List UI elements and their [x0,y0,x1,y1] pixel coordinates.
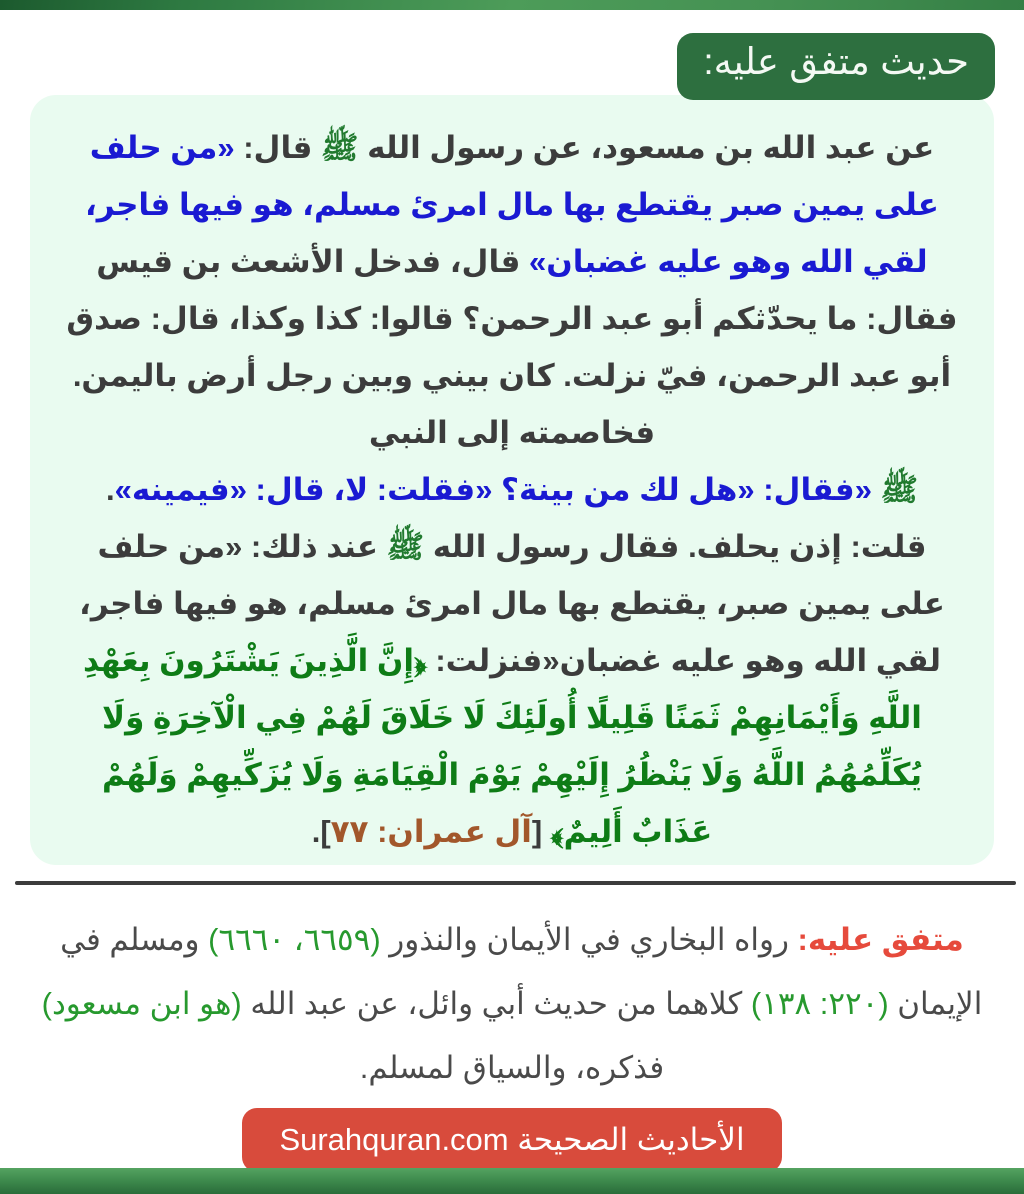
text-segment-saw: ﷺ [880,472,919,507]
text-segment-dark2: رواه البخاري في الأيمان والنذور [380,922,798,957]
section-divider [15,881,1016,885]
text-segment-blue: «من حلف على يمين صبر يقتطع بها مال امرئ مسلم، هو فيها فاجر، لقي الله وهو عليه غضبان» [85,130,939,279]
hadith-text [66,130,957,849]
text-segment-quran: ﴿إِنَّ الَّذِينَ يَشْتَرُونَ بِعَهْدِ اللَّهِ وَأَيْمَانِهِمْ ثَمَنًا قَلِيلًا أُولَئِكَ لَا خَلَاقَ لَهُمْ فِي الْآخِرَةِ وَلَا يُكَلِّمُهُمُ اللَّهُ وَلَا يَنْظُرُ إِلَيْهِمْ يَوْمَ الْقِيَامَةِ وَلَا يُزَكِّيهِمْ وَلَهُمْ عَذَابٌ أَلِيمٌ﴾ [82,643,923,849]
text-segment-dark: عن عبد الله بن مسعود، عن رسول الله [358,130,935,165]
text-segment-dark: [ [531,814,551,849]
text-segment-dark2: ومسلم في الإيمان [60,922,983,1021]
text-segment-ref: آل عمران: ٧٧ [330,814,532,849]
text-segment-dark2: كلاهما من حديث أبي وائل، عن عبد الله [241,986,751,1021]
text-segment-dark: عند ذلك: «من حلف على يمين صبر، يقتطع بها مال امرئ مسلم، هو فيها فاجر، لقي الله وهو عليه غضبان«فنزلت: [79,529,945,678]
text-segment-blue: «فقال: «هل لك من بينة؟ «فقلت: لا، قال: «فيمينه» [114,472,881,507]
hadith-text-box [30,95,994,865]
text-segment-green: (هو ابن مسعود) [41,986,242,1021]
text-segment-dark: ]. [311,814,331,849]
bottom-green-bar [0,1168,1024,1194]
takhrij-text [42,922,983,1085]
site-banner-label: الأحاديث الصحيحة Surahquran.com [279,1122,745,1157]
text-segment-red: متفق عليه: [797,922,964,957]
takhrij-paragraph [28,908,996,1100]
top-green-bar [0,0,1024,10]
text-segment-dark: . قلت: إذن يحلف. فقال رسول الله [105,472,927,564]
text-segment-green: (٦٦٥٩، ٦٦٦٠) [208,922,381,957]
text-segment-saw: ﷺ [321,130,359,165]
text-segment-dark: قال: [234,130,321,165]
text-segment-dark2: فذكره، والسياق لمسلم. [359,1050,665,1085]
hadith-type-badge: حديث متفق عليه: [677,33,995,100]
text-segment-saw: ﷺ [386,529,425,564]
text-segment-green: (٢٢٠: ١٣٨) [750,986,889,1021]
site-banner-link[interactable] [242,1108,782,1172]
text-segment-dark: قال، فدخل الأشعث بن قيس فقال: ما يحدّثكم أبو عبد الرحمن؟ قالوا: كذا وكذا، قال: صدق أبو عبد الرحمن، فيّ نزلت. كان بيني وبين رجل أرض باليمن. فخاصمته إلى النبي [66,244,958,450]
